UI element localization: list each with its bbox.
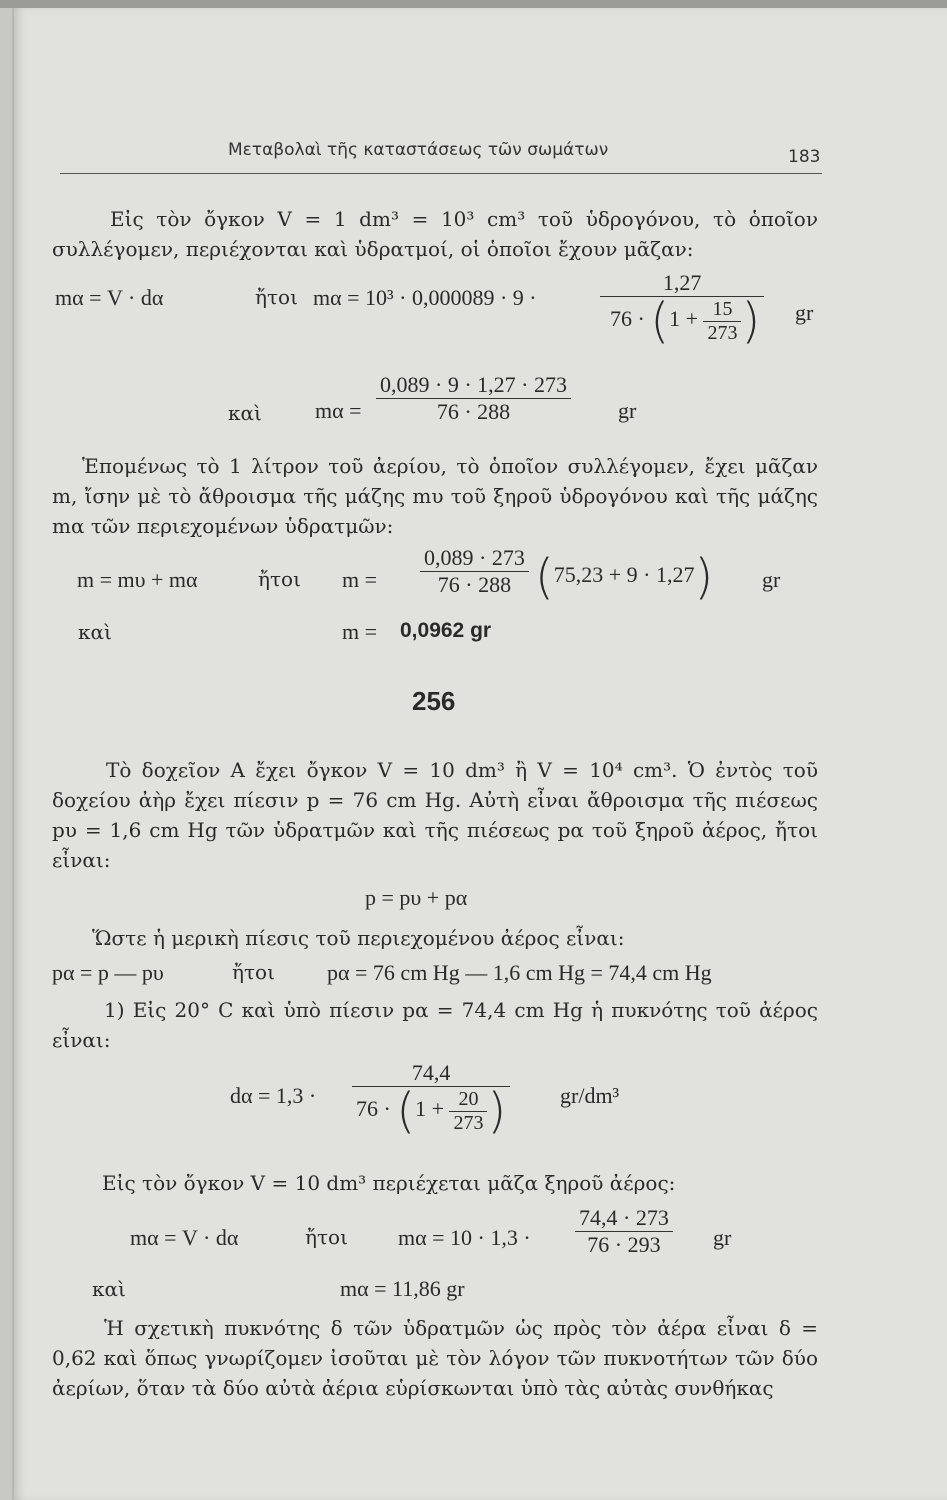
eq7-small-num: 20 <box>458 1087 479 1110</box>
eq8-lhs: mα = V · dα <box>130 1225 239 1250</box>
eq2-numerator: 0,089 · 9 · 1,27 · 273 <box>380 372 567 397</box>
eq1-mid: mα = 10³ · 0,000089 · 9 · <box>313 285 537 310</box>
paragraph-2: Ἑπομένως τὸ 1 λίτρον τοῦ ἀερίου, τὸ ὁποῖον συλλέγομεν, ἔχει μᾶζαν m, ἴσην μὲ τὸ ἄθροισμα τῆς μάζης mυ τοῦ ξηροῦ ὑδρογόνου καὶ τῆς μάζης mα τῶν περιεχομένων ὑδρατμῶν: <box>52 454 818 538</box>
eq2-kai: καὶ <box>228 401 262 425</box>
eq1-den-one: 1 + <box>669 306 698 332</box>
eq7-lhs: dα = 1,3 · <box>230 1083 317 1108</box>
eq4-kai: καὶ <box>78 620 112 644</box>
eq7-unit: gr/dm³ <box>560 1083 620 1108</box>
eq6-lhs: pα = p — pυ <box>52 960 164 985</box>
eq1-small-den: 273 <box>703 321 741 345</box>
eq7-den-one: 1 + <box>415 1096 444 1122</box>
eq2-fraction <box>376 372 571 425</box>
eq6-etoi: ἤτοι <box>232 960 275 984</box>
eq9-kai: καὶ <box>92 1277 126 1301</box>
eq1-fraction: 1,27 76 · (1 + $\frac{15}{273}$ ) <box>600 270 764 345</box>
paragraph-1: Εἰς τὸν ὄγκον V = 1 dm³ = 10³ cm³ τοῦ ὑδρογόνου, τὸ ὁποῖον συλλέγομεν, περιέχονται καὶ ὑδρατμοί, οἱ ὁποῖοι ἔχουν μᾶζαν: <box>52 207 818 261</box>
eq1-den-prefix: 76 · <box>610 306 645 332</box>
eq1-lhs: mα = V · dα <box>55 285 164 310</box>
scan-top-edge <box>0 0 947 8</box>
eq3-lhs: m = mυ + mα <box>77 567 198 592</box>
eq3-denominator: 76 · 288 <box>420 571 529 598</box>
eq8-unit: gr <box>713 1225 732 1250</box>
eq9-rhs: mα = 11,86 gr <box>340 1276 465 1301</box>
eq1-unit: gr <box>795 300 814 325</box>
eq3-unit: gr <box>762 567 781 592</box>
paragraph-3: Τὸ δοχεῖον A ἔχει ὄγκον V = 10 dm³ ἢ V = 10⁴ cm³. Ὁ ἐντὸς τοῦ δοχείου ἀὴρ ἔχει πίεσιν p = 76 cm Hg. Αὐτὴ εἶναι ἄθροισμα τῆς πιέσεως pυ = 1,6 cm Hg τῶν ὑδρατμῶν καὶ τῆς πιέσεως pα τοῦ ξηροῦ ἀέρος, ἤτοι εἶναι: <box>52 758 818 872</box>
header-rule <box>60 173 822 174</box>
eq8-mid: mα = 10 · 1,3 · <box>398 1225 531 1250</box>
paragraph-4: Ὥστε ἡ μερικὴ πίεσις τοῦ περιεχομένου ἀέρος εἶναι: <box>92 926 625 950</box>
eq1-numerator: 1,27 <box>662 270 702 295</box>
section-number: 256 <box>412 686 456 716</box>
eq3-paren: (75,23 + 9 · 1,27) <box>535 549 714 605</box>
eq4-result: 0,0962 gr <box>400 619 492 642</box>
eq3-mid: m = <box>342 567 378 592</box>
eq8-numerator: 74,4 · 273 <box>579 1205 669 1230</box>
paragraph-7: Ἡ σχετικὴ πυκνότης δ τῶν ὑδρατμῶν ὡς πρὸς τὸν ἀέρα εἶναι δ = 0,62 καὶ ὅπως γνωρίζομεν ἰσοῦται μὲ τὸν λόγον τῶν πυκνοτήτων τῶν δύο ἀερίων, ὅταν τὰ δύο αὐτὰ ἀέρια εὑρίσκωνται ὑπὸ τὰς αὐτὰς συνθήκας <box>52 1316 818 1400</box>
eq6-rhs: pα = 76 cm Hg — 1,6 cm Hg = 74,4 cm Hg <box>327 960 712 985</box>
eq8-denominator: 76 · 293 <box>575 1231 673 1258</box>
eq1-etoi: ἤτοι <box>255 285 298 309</box>
eq3-numerator: 0,089 · 273 <box>424 545 525 570</box>
eq2-lhs: mα = <box>315 398 362 423</box>
paragraph-6: Εἰς τὸν ὄγκον V = 10 dm³ περιέχεται μᾶζα ξηροῦ ἀέρος: <box>102 1171 676 1195</box>
eq7-den-prefix: 76 · <box>356 1096 391 1122</box>
eq7-fraction: 74,4 76 · (1 + $\frac{20}{273}$ ) <box>352 1060 510 1135</box>
eq5: p = pυ + pα <box>365 885 468 910</box>
eq2-denominator: 76 · 288 <box>376 398 571 425</box>
eq7-small-den: 273 <box>449 1111 487 1135</box>
eq7-numerator: 74,4 <box>411 1060 451 1085</box>
running-title: Μεταβολαὶ τῆς καταστάσεως τῶν σωμάτων <box>228 140 609 160</box>
eq3-etoi: ἤτοι <box>258 567 301 591</box>
page-number: 183 <box>788 147 821 167</box>
eq4-lhs: m = <box>342 619 378 644</box>
eq2-unit: gr <box>618 398 637 423</box>
paragraph-5: 1) Εἰς 20° C καὶ ὑπὸ πίεσιν pα = 74,4 cm Hg ἡ πυκνότης τοῦ ἀέρος εἶναι: <box>52 998 818 1052</box>
eq3-paren-content: 75,23 + 9 · 1,27 <box>553 562 695 588</box>
eq8-fraction <box>575 1205 673 1258</box>
eq8-etoi: ἤτοι <box>305 1225 348 1249</box>
eq3-fraction <box>420 545 529 598</box>
eq1-small-num: 15 <box>712 297 733 320</box>
